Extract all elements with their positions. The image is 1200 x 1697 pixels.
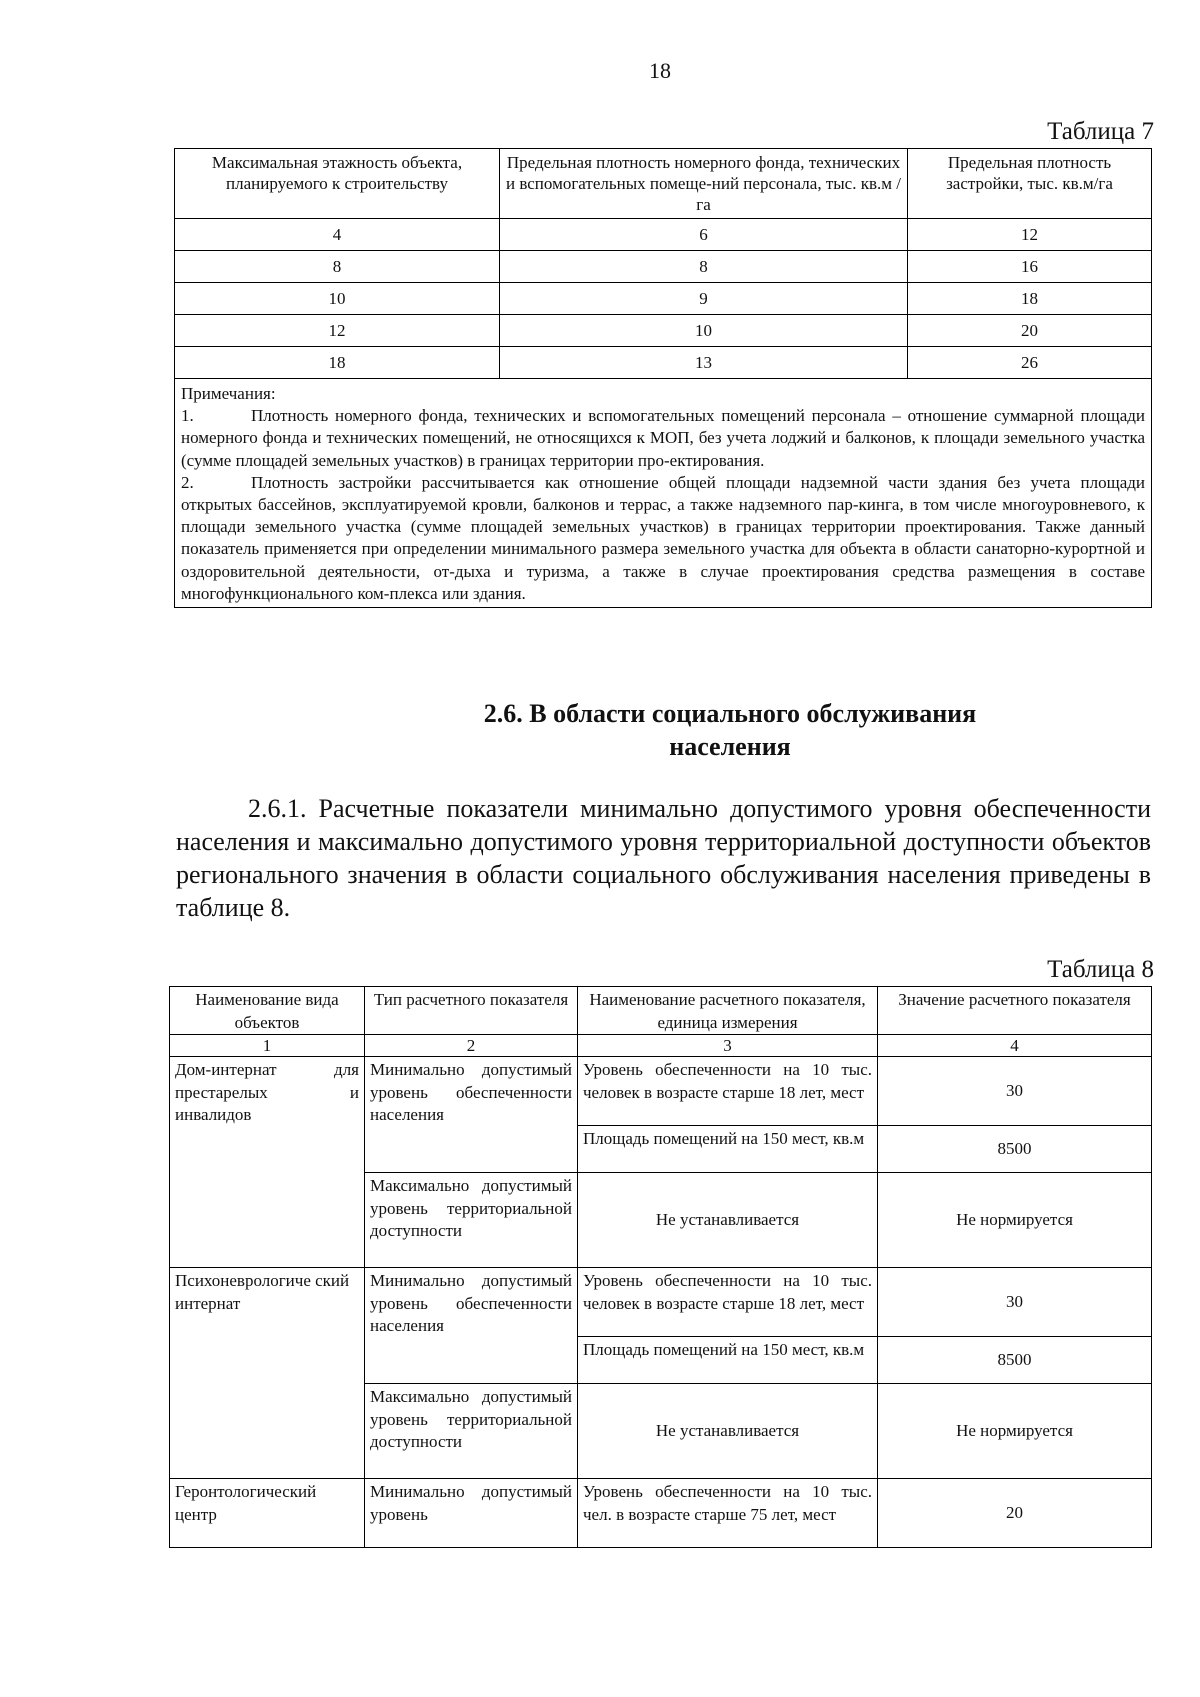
table-8-header-type: Тип расчетного показателя [365, 987, 578, 1035]
indicator-type: Максимально допустимый уровень территориальной доступности [365, 1384, 578, 1479]
table-8 [169, 986, 1152, 1548]
table-8-header-indicator: Наименование расчетного показателя, единица измерения [578, 987, 878, 1035]
table-8-header-value: Значение расчетного показателя [878, 987, 1152, 1035]
indicator-name: Площадь помещений на 150 мест, кв.м [578, 1126, 878, 1173]
table-row [170, 1268, 1152, 1337]
indicator-value: Не нормируется [878, 1173, 1152, 1268]
table-row [175, 219, 1152, 251]
indicator-name: Уровень обеспеченности на 10 тыс. человек в возрасте старше 18 лет, мест [578, 1057, 878, 1126]
object-name: Геронтологический центр [170, 1479, 365, 1548]
table-7-header-room-density: Предельная плотность номерного фонда, технических и вспомогательных помеще-ний персонала, тыс. кв.м /га [500, 149, 908, 219]
note-item-1 [181, 405, 1145, 472]
table-7-header-row [175, 149, 1152, 219]
indicator-name: Уровень обеспеченности на 10 тыс. чел. в возрасте старше 75 лет, мест [578, 1479, 878, 1548]
indicator-type: Минимально допустимый уровень обеспеченности населения [365, 1268, 578, 1384]
indicator-value: 8500 [878, 1337, 1152, 1384]
note-text: Плотность номерного фонда, технических и вспомогательных помещений персонала – отношение суммарной площади номерного фонда и технических помещений, не относящихся к МОП, без учета лоджий и балконов, к площади земельного участка (сумме площадей земельных участков) в границах территории про-ектирования. [181, 406, 1145, 470]
body-paragraph: 2.6.1. Расчетные показатели минимально допустимого уровня обеспеченности населения и максимально допустимого уровня территориальной доступности объектов регионального значения в области социального обслуживания населения приведены в таблице 8. [176, 794, 1151, 922]
note-number: 2. [181, 472, 194, 492]
table-7-caption: Таблица 7 [1047, 118, 1154, 145]
table-row [175, 315, 1152, 347]
table-cell: 10 [500, 315, 908, 347]
note-number: 1. [181, 406, 194, 426]
table-7-header-build-density: Предельная плотность застройки, тыс. кв.м/га [908, 149, 1152, 219]
column-number: 4 [878, 1035, 1152, 1057]
table-7-notes [175, 379, 1152, 608]
note-text: Плотность застройки рассчитывается как отношение общей площади надземной части здания без учета площади открытых бассейнов, эксплуатируемой кровли, балконов и террас, а также надземного пар-кинга, в том числе многоуровневого, к площади земельного участка (сумме площадей земельных участков) в границах территории проектирования. Также данный показатель применяется при определении минимального размера земельного участка для объекта в области санаторно-курортной и оздоровительной деятельности, от-дыха и туризма, а также в случае проектирования средства размещения в составе многофункционального ком-плекса или здания. [181, 472, 1145, 603]
table-cell: 18 [908, 283, 1152, 315]
table-7 [174, 148, 1152, 608]
indicator-value: Не нормируется [878, 1384, 1152, 1479]
page-number: 18 [649, 58, 671, 83]
column-number: 1 [170, 1035, 365, 1057]
table-cell: 20 [908, 315, 1152, 347]
table-row [175, 251, 1152, 283]
table-8-header-row [170, 987, 1152, 1035]
object-name: Дом-интернат для престарелых и инвалидов [170, 1057, 365, 1268]
note-item-2 [181, 472, 1145, 605]
table-8-caption: Таблица 8 [1047, 956, 1154, 983]
indicator-value: 30 [878, 1057, 1152, 1126]
column-number: 2 [365, 1035, 578, 1057]
table-row [170, 1057, 1152, 1126]
indicator-value: 30 [878, 1268, 1152, 1337]
table-row [170, 1479, 1152, 1548]
indicator-name: Не устанавливается [578, 1173, 878, 1268]
table-7-notes-row [175, 379, 1152, 608]
indicator-value: 8500 [878, 1126, 1152, 1173]
table-cell: 13 [500, 347, 908, 379]
table-cell: 10 [175, 283, 500, 315]
indicator-name: Не устанавливается [578, 1384, 878, 1479]
table-cell: 12 [908, 219, 1152, 251]
indicator-value: 20 [878, 1479, 1152, 1548]
indicator-type: Минимально допустимый уровень обеспеченности населения [365, 1057, 578, 1173]
table-7-header-floors: Максимальная этажность объекта, планируемого к строительству [175, 149, 500, 219]
table-cell: 16 [908, 251, 1152, 283]
notes-title: Примечания: [181, 384, 276, 403]
table-cell: 18 [175, 347, 500, 379]
indicator-type: Максимально допустимый уровень территориальной доступности [365, 1173, 578, 1268]
table-8-column-numbers [170, 1035, 1152, 1057]
table-cell: 8 [175, 251, 500, 283]
table-cell: 12 [175, 315, 500, 347]
table-cell: 8 [500, 251, 908, 283]
table-row [175, 347, 1152, 379]
table-cell: 26 [908, 347, 1152, 379]
indicator-name: Уровень обеспеченности на 10 тыс. человек в возрасте старше 18 лет, мест [578, 1268, 878, 1337]
indicator-type: Минимально допустимый уровень [365, 1479, 578, 1548]
table-row [175, 283, 1152, 315]
table-8-header-object: Наименование вида объектов [170, 987, 365, 1035]
indicator-name: Площадь помещений на 150 мест, кв.м [578, 1337, 878, 1384]
object-name: Психоневрологиче ский интернат [170, 1268, 365, 1479]
table-cell: 4 [175, 219, 500, 251]
table-cell: 9 [500, 283, 908, 315]
column-number: 3 [578, 1035, 878, 1057]
table-cell: 6 [500, 219, 908, 251]
section-heading-line-1: 2.6. В области социального обслуживания [483, 699, 977, 728]
section-heading-line-2: населения [669, 732, 791, 761]
section-heading [330, 697, 1130, 763]
